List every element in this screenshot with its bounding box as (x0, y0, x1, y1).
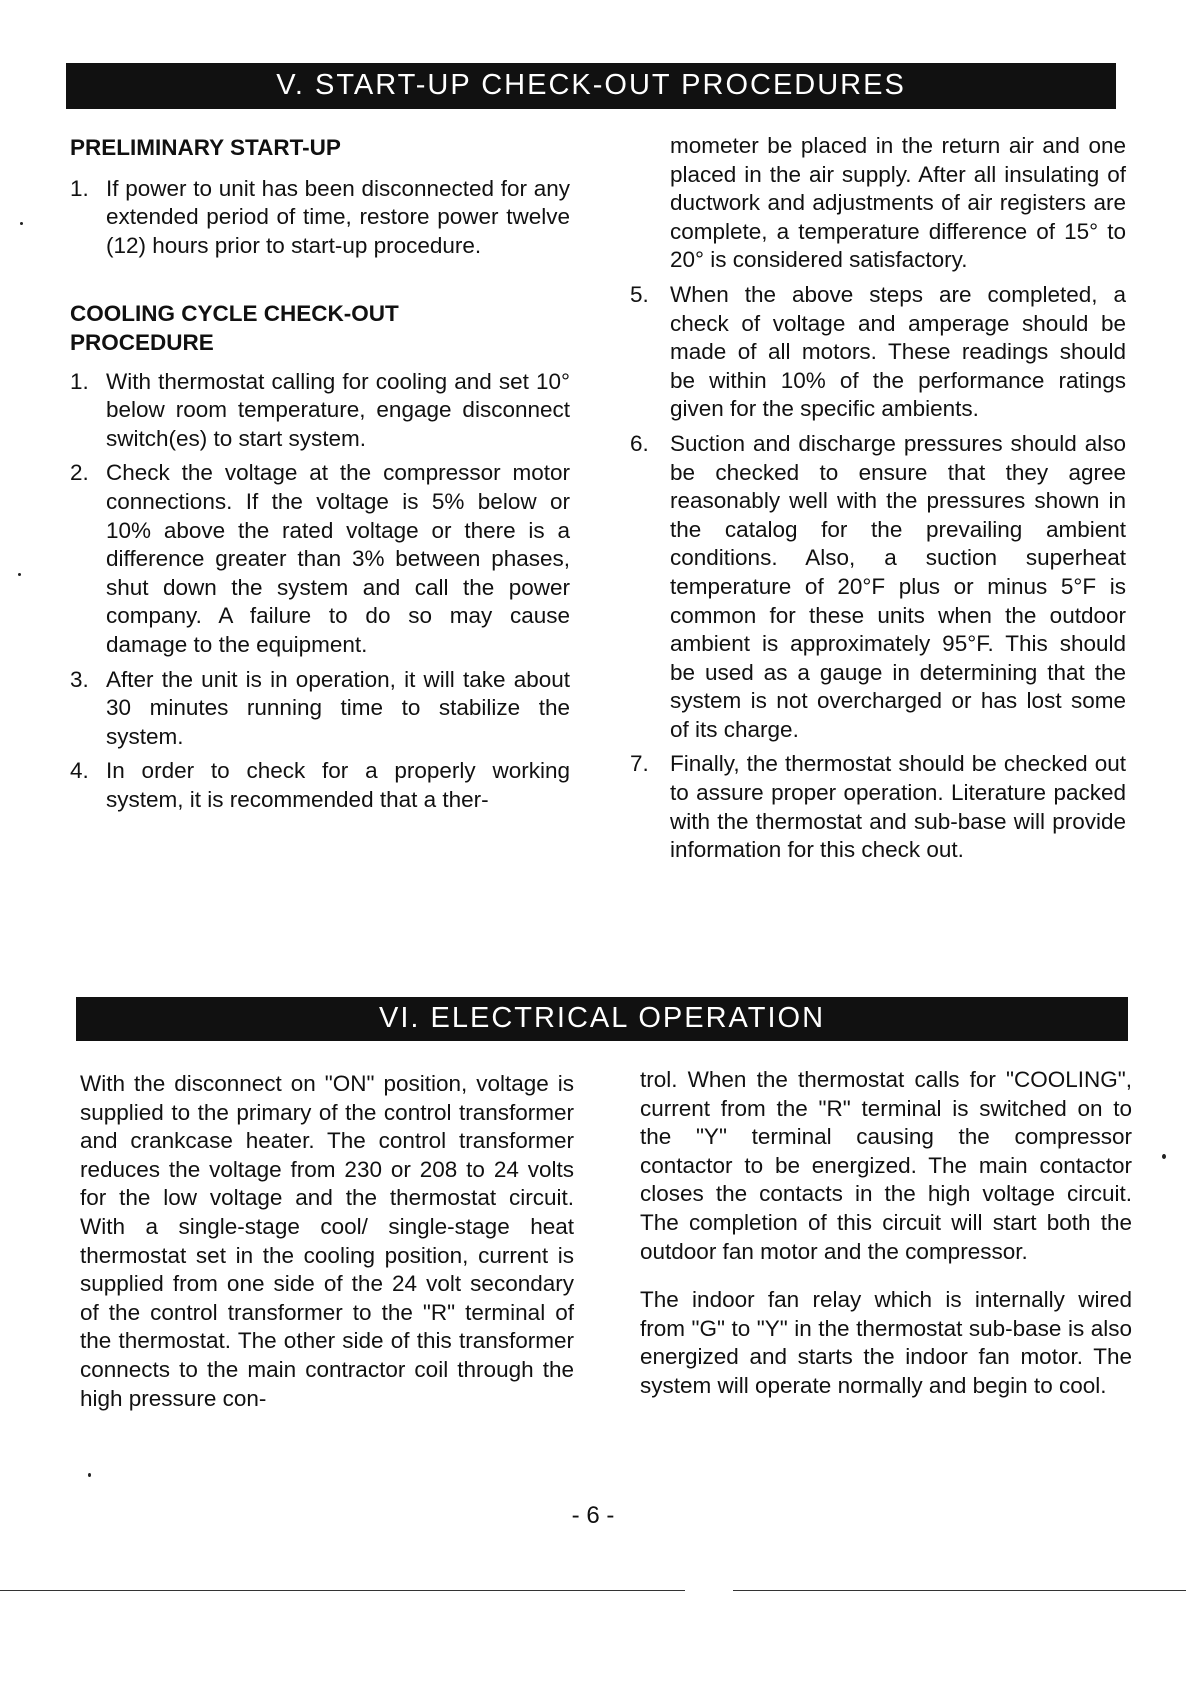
cooling-heading-line1: COOLING CYCLE CHECK-OUT (70, 301, 399, 327)
page-number: - 6 - (571, 1502, 615, 1529)
list-item (70, 459, 570, 659)
section-vi-right-column (640, 1066, 1132, 1421)
section-v-banner (66, 63, 1116, 109)
step-4-continuation: mometer be placed in the return air and one placed in the air supply. After all insulating of ductwork and adjustments of air registers are complete, a temperature difference of 15° to 20° is considered satisfactory. (670, 133, 1126, 273)
step-number: 4. (70, 758, 89, 784)
step-number: 1. (70, 368, 89, 394)
preliminary-steps (70, 175, 570, 261)
step-number: 7. (630, 751, 649, 777)
section-v-right-column (630, 132, 1126, 871)
step-text: When the above steps are completed, a check of voltage and amperage should be made of all motors. These readings should be within 10% of the performance ratings given for the specific ambients. (670, 281, 1126, 422)
step-text: Check the voltage at the compressor motor connections. If the voltage is 5% below or 10% above the rated voltage or there is a difference greater than 3% between phases, shut down the system and call the power company. A failure to do so may cause damage to the equipment. (106, 460, 570, 657)
cooling-steps (70, 368, 570, 815)
step-number: 2. (70, 460, 89, 486)
scan-speck (1162, 1154, 1166, 1159)
electrical-paragraph: The indoor fan relay which is internally wired from "G" to "Y" in the thermostat sub-base is also energized and starts the indoor fan motor. The system will operate normally and begin to cool. (640, 1287, 1132, 1398)
step-number: 3. (70, 666, 89, 692)
step-text: In order to check for a properly working system, it is recommended that a ther- (106, 758, 570, 812)
scan-speck (88, 1473, 91, 1477)
electrical-paragraph: With the disconnect on "ON" position, voltage is supplied to the primary of the control transformer and crankcase heater. The control transformer reduces the voltage from 230 or 208 to 24 volts for the low voltage and the thermostat circuit. With a single-stage cool/ single-stage heat thermostat set in the cooling position, current is supplied from one side of the 24 volt secondary of the control transformer to the "R" terminal of the thermostat. The other side of this transformer connects to the main contractor coil through the high pressure con- (80, 1071, 574, 1411)
section-v-title: V. START-UP CHECK-OUT PROCEDURES (276, 69, 906, 101)
bottom-rule (733, 1590, 1186, 1591)
step-text: If power to unit has been disconnected for any extended period of time, restore power twelve (12) hours prior to start-up procedure. (106, 175, 570, 258)
list-item (630, 430, 1126, 745)
cooling-steps-continued (630, 281, 1126, 865)
bottom-rule (0, 1590, 685, 1591)
list-item (70, 666, 570, 752)
scan-speck (18, 573, 21, 576)
step-text: Suction and discharge pressures should also be checked to ensure that they agree reasonably well with the pressures shown in the catalog for the prevailing ambient conditions. Also, a suction superheat temperature of 20°F plus or minus 5°F is common for these units when the outdoor ambient is approximately 95°F. This should be used as a gauge in determining that the system is not overcharged or has lost some of its charge. (670, 430, 1126, 742)
step-number: 6. (630, 430, 649, 456)
cooling-heading-line2: PROCEDURE (70, 329, 214, 355)
preliminary-heading: PRELIMINARY START-UP (70, 135, 341, 160)
step-text: Finally, the thermostat should be checked out to assure proper operation. Literature packed with the thermostat and sub-base will provide information for this check out. (670, 751, 1126, 863)
section-vi-title: VI. ELECTRICAL OPERATION (378, 1002, 826, 1034)
list-item (70, 368, 570, 454)
section-vi-banner (76, 997, 1128, 1041)
section-v-left-column (70, 134, 570, 820)
cooling-heading (70, 300, 570, 357)
electrical-paragraph: trol. When the thermostat calls for "COOLING", current from the "R" terminal is switched on to the "Y" terminal causing the compressor contactor to be energized. The main contactor closes the contacts in the high voltage circuit. The completion of this circuit will start both the outdoor fan motor and the compressor. (640, 1067, 1132, 1264)
list-item (630, 750, 1126, 864)
step-number: 5. (630, 281, 649, 307)
step-text: With thermostat calling for cooling and set 10° below room temperature, engage disconnect switch(es) to start system. (106, 368, 570, 451)
list-item (70, 175, 570, 261)
list-item (70, 757, 570, 814)
list-item (630, 281, 1126, 424)
section-vi-left-column (80, 1070, 574, 1433)
step-number: 1. (70, 175, 89, 201)
step-text: After the unit is in operation, it will take about 30 minutes running time to stabilize the system. (106, 666, 570, 749)
scan-speck (20, 222, 23, 225)
